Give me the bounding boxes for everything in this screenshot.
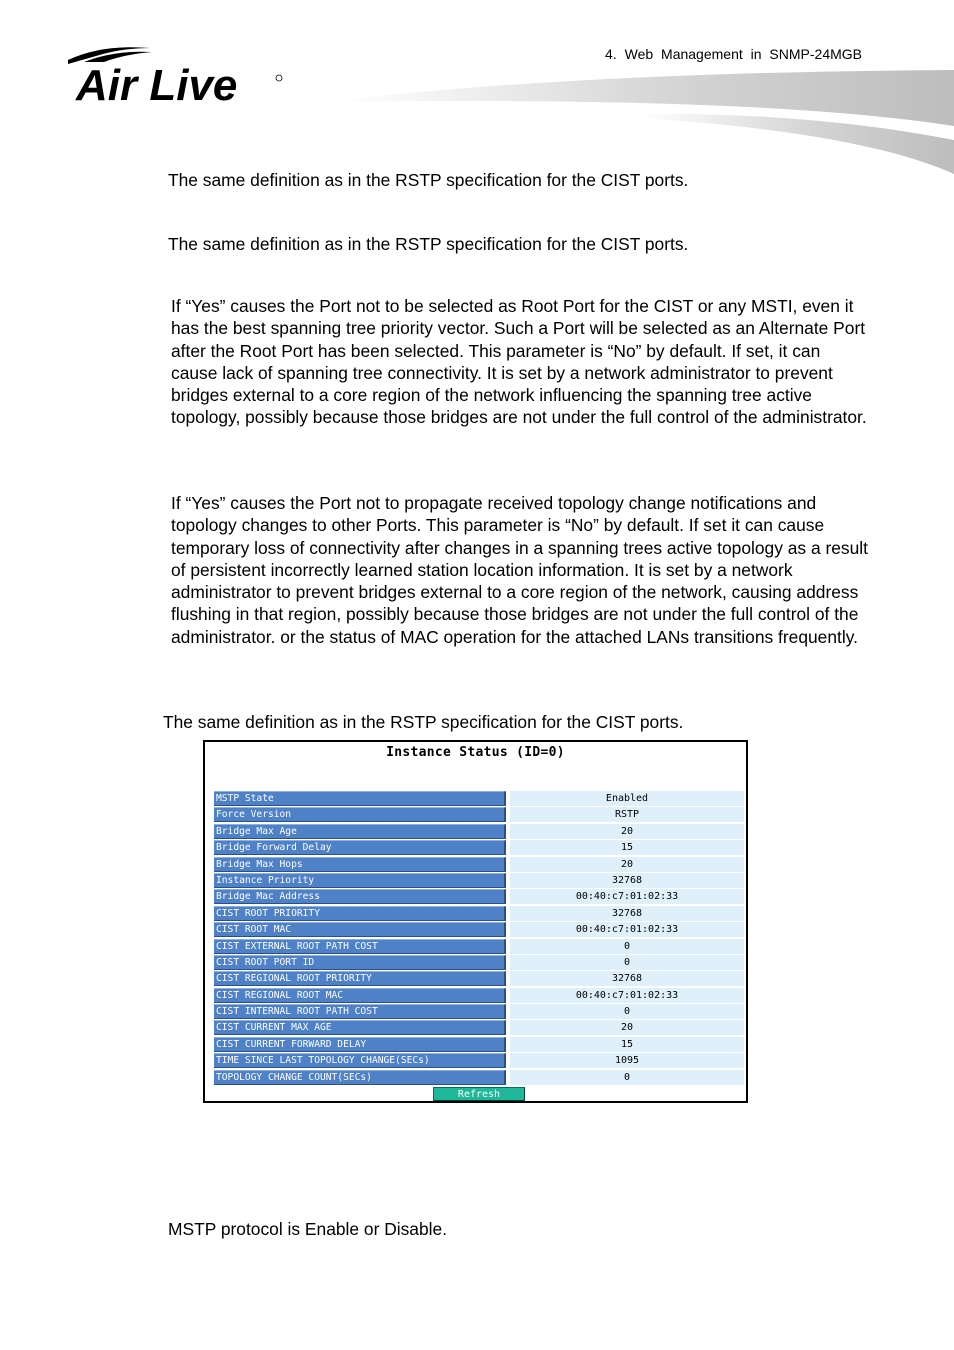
row-label: TIME SINCE LAST TOPOLOGY CHANGE(SECs) <box>214 1053 506 1068</box>
row-value: RSTP <box>510 807 744 822</box>
row-value: 15 <box>510 1037 744 1052</box>
table-row <box>214 1020 744 1035</box>
row-value: 0 <box>510 1070 744 1085</box>
row-label: CIST REGIONAL ROOT PRIORITY <box>214 971 506 986</box>
row-value: 32768 <box>510 906 744 921</box>
instance-status-panel <box>203 740 748 1103</box>
row-value: 15 <box>510 840 744 855</box>
table-row <box>214 840 744 855</box>
page-header-title: 4. Web Management in SNMP-24MGB <box>605 46 862 62</box>
table-row <box>214 889 744 904</box>
row-label: MSTP State <box>214 791 506 806</box>
row-value: 0 <box>510 939 744 954</box>
table-row <box>214 1070 744 1085</box>
table-row <box>214 939 744 954</box>
row-label: CIST ROOT PRIORITY <box>214 906 506 921</box>
airlive-logo <box>62 42 292 112</box>
table-row <box>214 971 744 986</box>
row-label: CIST CURRENT FORWARD DELAY <box>214 1037 506 1052</box>
row-value: 0 <box>510 1004 744 1019</box>
row-value: 32768 <box>510 873 744 888</box>
row-label: Bridge Forward Delay <box>214 840 506 855</box>
row-label: Instance Priority <box>214 873 506 888</box>
table-row <box>214 857 744 872</box>
row-value: 0 <box>510 955 744 970</box>
row-label: CIST INTERNAL ROOT PATH COST <box>214 1004 506 1019</box>
definition-paragraph-2: The same definition as in the RSTP specification for the CIST ports. <box>168 234 689 254</box>
table-row <box>214 873 744 888</box>
table-row <box>214 955 744 970</box>
row-value: 20 <box>510 1020 744 1035</box>
table-row <box>214 1053 744 1068</box>
table-row <box>214 807 744 822</box>
row-label: Bridge Mac Address <box>214 889 506 904</box>
row-label: CIST ROOT PORT ID <box>214 955 506 970</box>
header-swoosh-decoration <box>340 62 954 182</box>
instance-status-table <box>214 791 744 1086</box>
instance-status-title: Instance Status (ID=0) <box>386 745 565 760</box>
row-label: Bridge Max Age <box>214 824 506 839</box>
mstp-state-paragraph: MSTP protocol is Enable or Disable. <box>168 1219 448 1239</box>
row-label: CIST CURRENT MAX AGE <box>214 1020 506 1035</box>
row-value: Enabled <box>510 791 744 806</box>
table-row <box>214 1004 744 1019</box>
table-row <box>214 906 744 921</box>
refresh-button[interactable]: Refresh <box>433 1087 525 1101</box>
restricted-tcn-paragraph: If “Yes” causes the Port not to propagate received topology change notifications and topology changes to other Ports. This parameter is “No” by default. If set it can cause temporary loss of connectivity after changes in a spanning trees active topology as a result of persistent incorrectly learned station location information. It is set by a network administrator to prevent bridges external to a core region of the network, causing address flushing in that region, possibly because those bridges are not under the full control of the administrator. or the status of MAC operation for the attached LANs transitions frequently. <box>171 493 868 647</box>
svg-text:Air Live: Air Live <box>76 61 238 110</box>
row-value: 00:40:c7:01:02:33 <box>510 889 744 904</box>
row-value: 00:40:c7:01:02:33 <box>510 922 744 937</box>
row-label: TOPOLOGY CHANGE COUNT(SECs) <box>214 1070 506 1085</box>
restricted-role-paragraph: If “Yes” causes the Port not to be selected as Root Port for the CIST or any MSTI, even it has the best spanning tree priority vector. Such a Port will be selected as an Alternate Port after the Root Port has been selected. This parameter is “No” by default. If set, it can cause lack of spanning tree connectivity. It is set by a network administrator to prevent bridges external to a core region of the network influencing the spanning tree active topology, possibly because those bridges are not under the full control of the administrator. <box>171 296 867 428</box>
row-label: CIST REGIONAL ROOT MAC <box>214 988 506 1003</box>
row-value: 00:40:c7:01:02:33 <box>510 988 744 1003</box>
definition-paragraph-1: The same definition as in the RSTP specification for the CIST ports. <box>168 170 689 190</box>
row-value: 20 <box>510 824 744 839</box>
row-label: CIST EXTERNAL ROOT PATH COST <box>214 939 506 954</box>
table-row <box>214 988 744 1003</box>
table-row <box>214 922 744 937</box>
row-value: 32768 <box>510 971 744 986</box>
row-label: Force Version <box>214 807 506 822</box>
table-row <box>214 824 744 839</box>
row-label: Bridge Max Hops <box>214 857 506 872</box>
row-value: 1095 <box>510 1053 744 1068</box>
row-label: CIST ROOT MAC <box>214 922 506 937</box>
table-row <box>214 1037 744 1052</box>
row-value: 20 <box>510 857 744 872</box>
table-row <box>214 791 744 806</box>
definition-paragraph-3: The same definition as in the RSTP specification for the CIST ports. <box>163 712 684 732</box>
